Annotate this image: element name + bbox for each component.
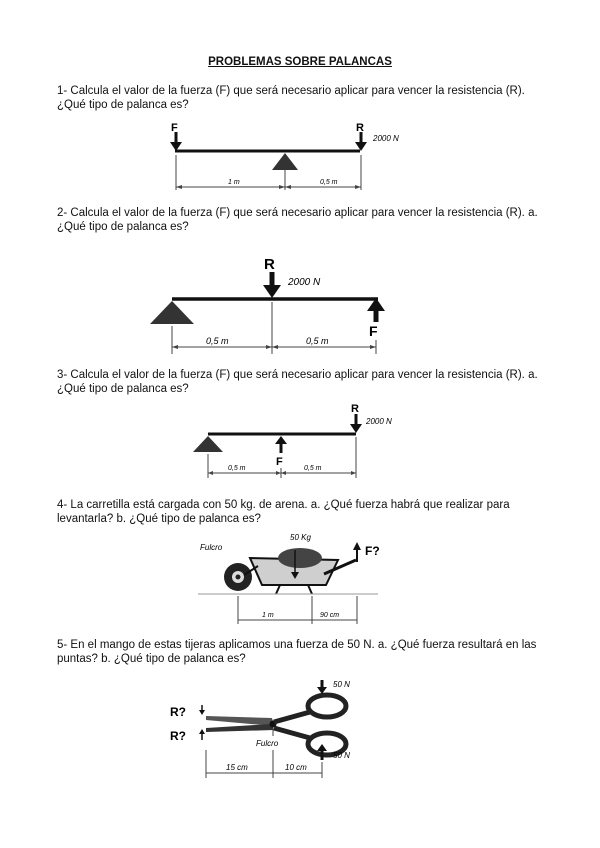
problem-5-text: 5- En el mango de estas tijeras aplicamos una fuerza de 50 N. a. ¿Qué fuerza resultará en las puntas? b. ¿Qué tipo de palanca es?	[57, 639, 537, 665]
triangle-fulcrum-icon	[193, 436, 223, 452]
force-bottom-label: 50 N	[333, 751, 350, 760]
load-label: 2000 N	[366, 417, 392, 426]
arrow-down-icon	[350, 414, 362, 433]
arrow-down-icon	[317, 680, 327, 694]
force-label: F	[276, 456, 283, 468]
page-title: PROBLEMAS SOBRE PALANCAS	[208, 56, 392, 68]
arrow-up-icon	[199, 729, 205, 740]
arrow-down-icon	[355, 132, 367, 151]
distance-1-label: 1 m	[262, 612, 274, 619]
force-top-label: 50 N	[333, 680, 350, 689]
force-label: F	[369, 323, 378, 339]
problem-1-text: 1- Calcula el valor de la fuerza (F) que será necesario aplicar para vencer la resistencia (R). ¿Qué tipo de palanca es?	[57, 85, 525, 111]
resistance-top-label: R?	[170, 705, 186, 719]
lever-diagram-1	[165, 120, 425, 192]
scissors-diagram	[170, 678, 380, 778]
problem-2-text: 2- Calcula el valor de la fuerza (F) que será necesario aplicar para vencer la resistencia (R). a. ¿Qué tipo de palanca es?	[57, 207, 538, 233]
arrow-down-icon	[170, 132, 182, 151]
fulcrum-label: Fulcro	[256, 739, 279, 748]
resistance-label: R	[356, 122, 364, 134]
distance-2-label: 90 cm	[320, 612, 340, 619]
force-label: F	[171, 122, 178, 134]
force-label: F?	[365, 544, 380, 558]
resistance-label: R	[351, 403, 359, 415]
triangle-fulcrum-icon	[150, 301, 194, 324]
problem-4-text: 4- La carretilla está cargada con 50 kg. de arena. a. ¿Qué fuerza habrá que realizar para levantarla? b. ¿Qué tipo de palanca es?	[57, 499, 510, 525]
distance-1-label: 1 m	[228, 179, 240, 186]
load-label: 2000 N	[373, 134, 399, 143]
problem-3-text: 3- Calcula el valor de la fuerza (F) que será necesario aplicar para vencer la resistencia (R). a. ¿Qué tipo de palanca es?	[57, 369, 538, 395]
resistance-bottom-label: R?	[170, 729, 186, 743]
distance-1-label: 0,5 m	[206, 336, 229, 346]
arrow-up-icon	[275, 436, 287, 453]
distance-2-label: 0,5 m	[306, 336, 329, 346]
arrow-up-icon	[353, 542, 361, 562]
arrow-up-icon	[367, 298, 385, 322]
resistance-label: R	[264, 256, 275, 273]
distance-1-label: 15 cm	[226, 763, 248, 772]
triangle-fulcrum-icon	[272, 153, 298, 170]
distance-1-label: 0,5 m	[228, 465, 246, 472]
distance-2-label: 0,5 m	[320, 179, 338, 186]
load-label: 50 Kg	[290, 533, 311, 542]
lever-diagram-2	[148, 254, 408, 359]
lever-diagram-3	[196, 400, 426, 482]
arrow-down-icon	[263, 272, 281, 298]
arrow-down-icon	[199, 705, 205, 715]
distance-2-label: 0,5 m	[304, 465, 322, 472]
distance-2-label: 10 cm	[285, 763, 307, 772]
wheelbarrow-diagram	[198, 530, 408, 626]
fulcrum-label: Fulcro	[200, 543, 223, 552]
load-label: 2000 N	[288, 277, 321, 288]
